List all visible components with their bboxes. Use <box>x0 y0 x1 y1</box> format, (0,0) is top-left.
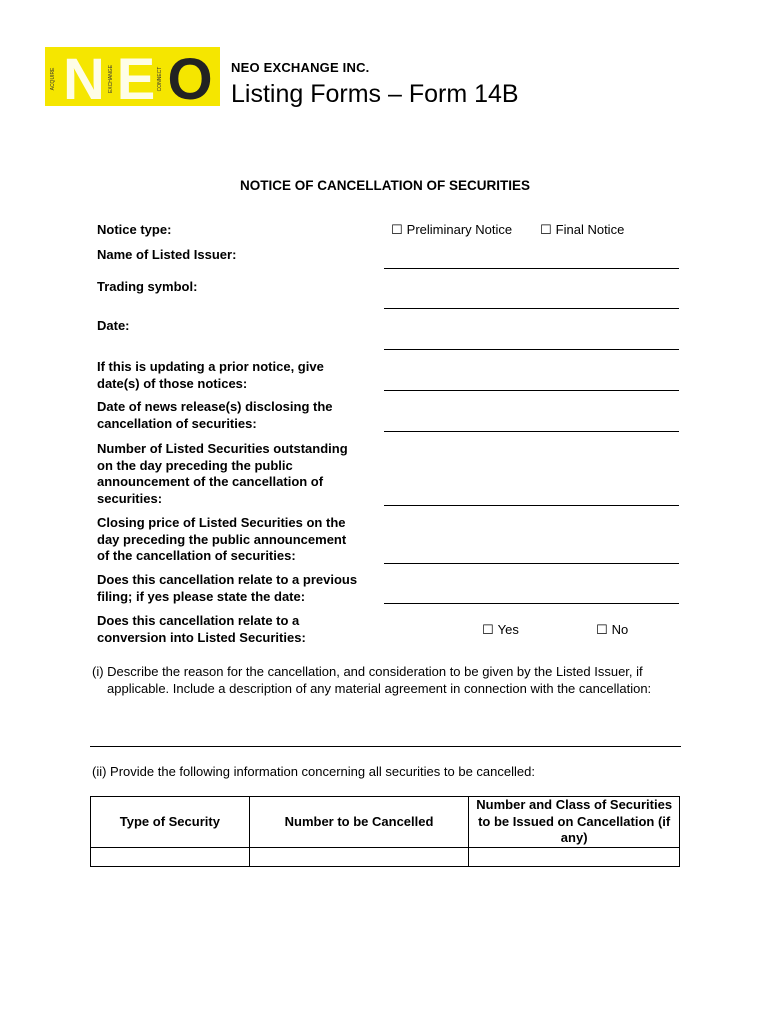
conversion-yes-checkbox[interactable] <box>482 622 519 638</box>
securities-info-instructions: (ii) Provide the following information concerning all securities to be cancelled: <box>92 764 535 779</box>
conversion-label-line: conversion into Listed Securities: <box>97 629 306 645</box>
news-release-label <box>97 399 333 432</box>
closing-price-label-line: day preceding the public announcement <box>97 531 347 547</box>
previous-filing-field[interactable] <box>384 603 679 604</box>
form-heading: NOTICE OF CANCELLATION OF SECURITIES <box>240 178 530 193</box>
notice-type-label: Notice type: <box>97 222 172 237</box>
table-header-row <box>91 797 680 848</box>
preliminary-notice-checkbox[interactable] <box>391 222 512 238</box>
prior-notice-label-line: date(s) of those notices: <box>97 375 248 391</box>
conversion-no-checkbox[interactable] <box>596 622 628 638</box>
checkbox-icon: ☐ <box>540 223 552 238</box>
checkbox-icon: ☐ <box>482 623 494 638</box>
reason-instructions: (i) Describe the reason for the cancellation, and consideration to be given by the Listed Issuer, if applicable. Include a description of any material agreement in connection with the cancellation: <box>92 664 652 696</box>
securities-outstanding-label-line: Number of Listed Securities outstanding <box>97 441 348 456</box>
company-name: NEO EXCHANGE INC. <box>231 60 370 75</box>
news-release-label-line: Date of news release(s) disclosing the <box>97 399 333 414</box>
previous-filing-label-line: filing; if yes please state the date: <box>97 588 306 604</box>
securities-issued-header: Number and Class of Securities to be Issued on Cancellation (if any) <box>469 797 680 848</box>
logo-letter-e: E <box>116 47 156 106</box>
final-notice-label: Final Notice <box>555 222 625 237</box>
type-of-security-header: Type of Security <box>91 797 250 848</box>
previous-filing-label-line: Does this cancellation relate to a previous <box>97 572 358 587</box>
news-release-label-line: cancellation of securities: <box>97 415 257 431</box>
securities-outstanding-label <box>97 441 348 507</box>
logo-side-text-3: CONNECT <box>157 66 163 92</box>
securities-issued-cell[interactable] <box>469 847 680 866</box>
issuer-name-field[interactable] <box>384 268 679 269</box>
checkbox-icon: ☐ <box>391 223 403 238</box>
securities-table <box>90 796 680 867</box>
form-title: Listing Forms – Form 14B <box>231 80 519 108</box>
logo-letter-o: O <box>167 47 213 106</box>
trading-symbol-label: Trading symbol: <box>97 279 198 294</box>
date-field[interactable] <box>384 349 679 350</box>
reason-field[interactable] <box>90 746 681 747</box>
checkbox-icon: ☐ <box>596 623 608 638</box>
number-cancelled-header: Number to be Cancelled <box>249 797 469 848</box>
final-notice-checkbox[interactable] <box>540 222 624 238</box>
securities-outstanding-label-line: securities: <box>97 490 163 506</box>
issuer-name-label: Name of Listed Issuer: <box>97 247 237 262</box>
prior-notice-label <box>97 359 324 392</box>
closing-price-field[interactable] <box>384 563 679 564</box>
logo-side-text-2: EXCHANGE <box>108 64 114 94</box>
conversion-label-line: Does this cancellation relate to a <box>97 613 300 628</box>
trading-symbol-field[interactable] <box>384 308 679 309</box>
closing-price-label-line: of the cancellation of securities: <box>97 548 296 563</box>
neo-logo-graphic <box>45 47 220 106</box>
number-cancelled-cell[interactable] <box>249 847 469 866</box>
date-label: Date: <box>97 318 130 333</box>
prior-notice-label-line: If this is updating a prior notice, give <box>97 359 324 374</box>
previous-filing-label <box>97 572 357 605</box>
prior-notice-field[interactable] <box>384 390 679 391</box>
preliminary-notice-label: Preliminary Notice <box>406 222 513 237</box>
neo-logo <box>45 47 220 106</box>
securities-outstanding-label-line: on the day preceding the public <box>97 457 293 473</box>
securities-outstanding-label-line: announcement of the cancellation of <box>97 474 324 489</box>
conversion-label <box>97 613 306 646</box>
closing-price-label-line: Closing price of Listed Securities on the <box>97 515 346 530</box>
logo-side-text-1: ACQUIRE <box>50 67 56 91</box>
securities-outstanding-field[interactable] <box>384 505 679 506</box>
table-row <box>91 847 680 866</box>
conversion-yes-label: Yes <box>497 622 519 637</box>
logo-letter-n: N <box>63 47 105 106</box>
conversion-no-label: No <box>611 622 629 637</box>
closing-price-label <box>97 515 346 565</box>
type-of-security-cell[interactable] <box>91 847 250 866</box>
news-release-field[interactable] <box>384 431 679 432</box>
